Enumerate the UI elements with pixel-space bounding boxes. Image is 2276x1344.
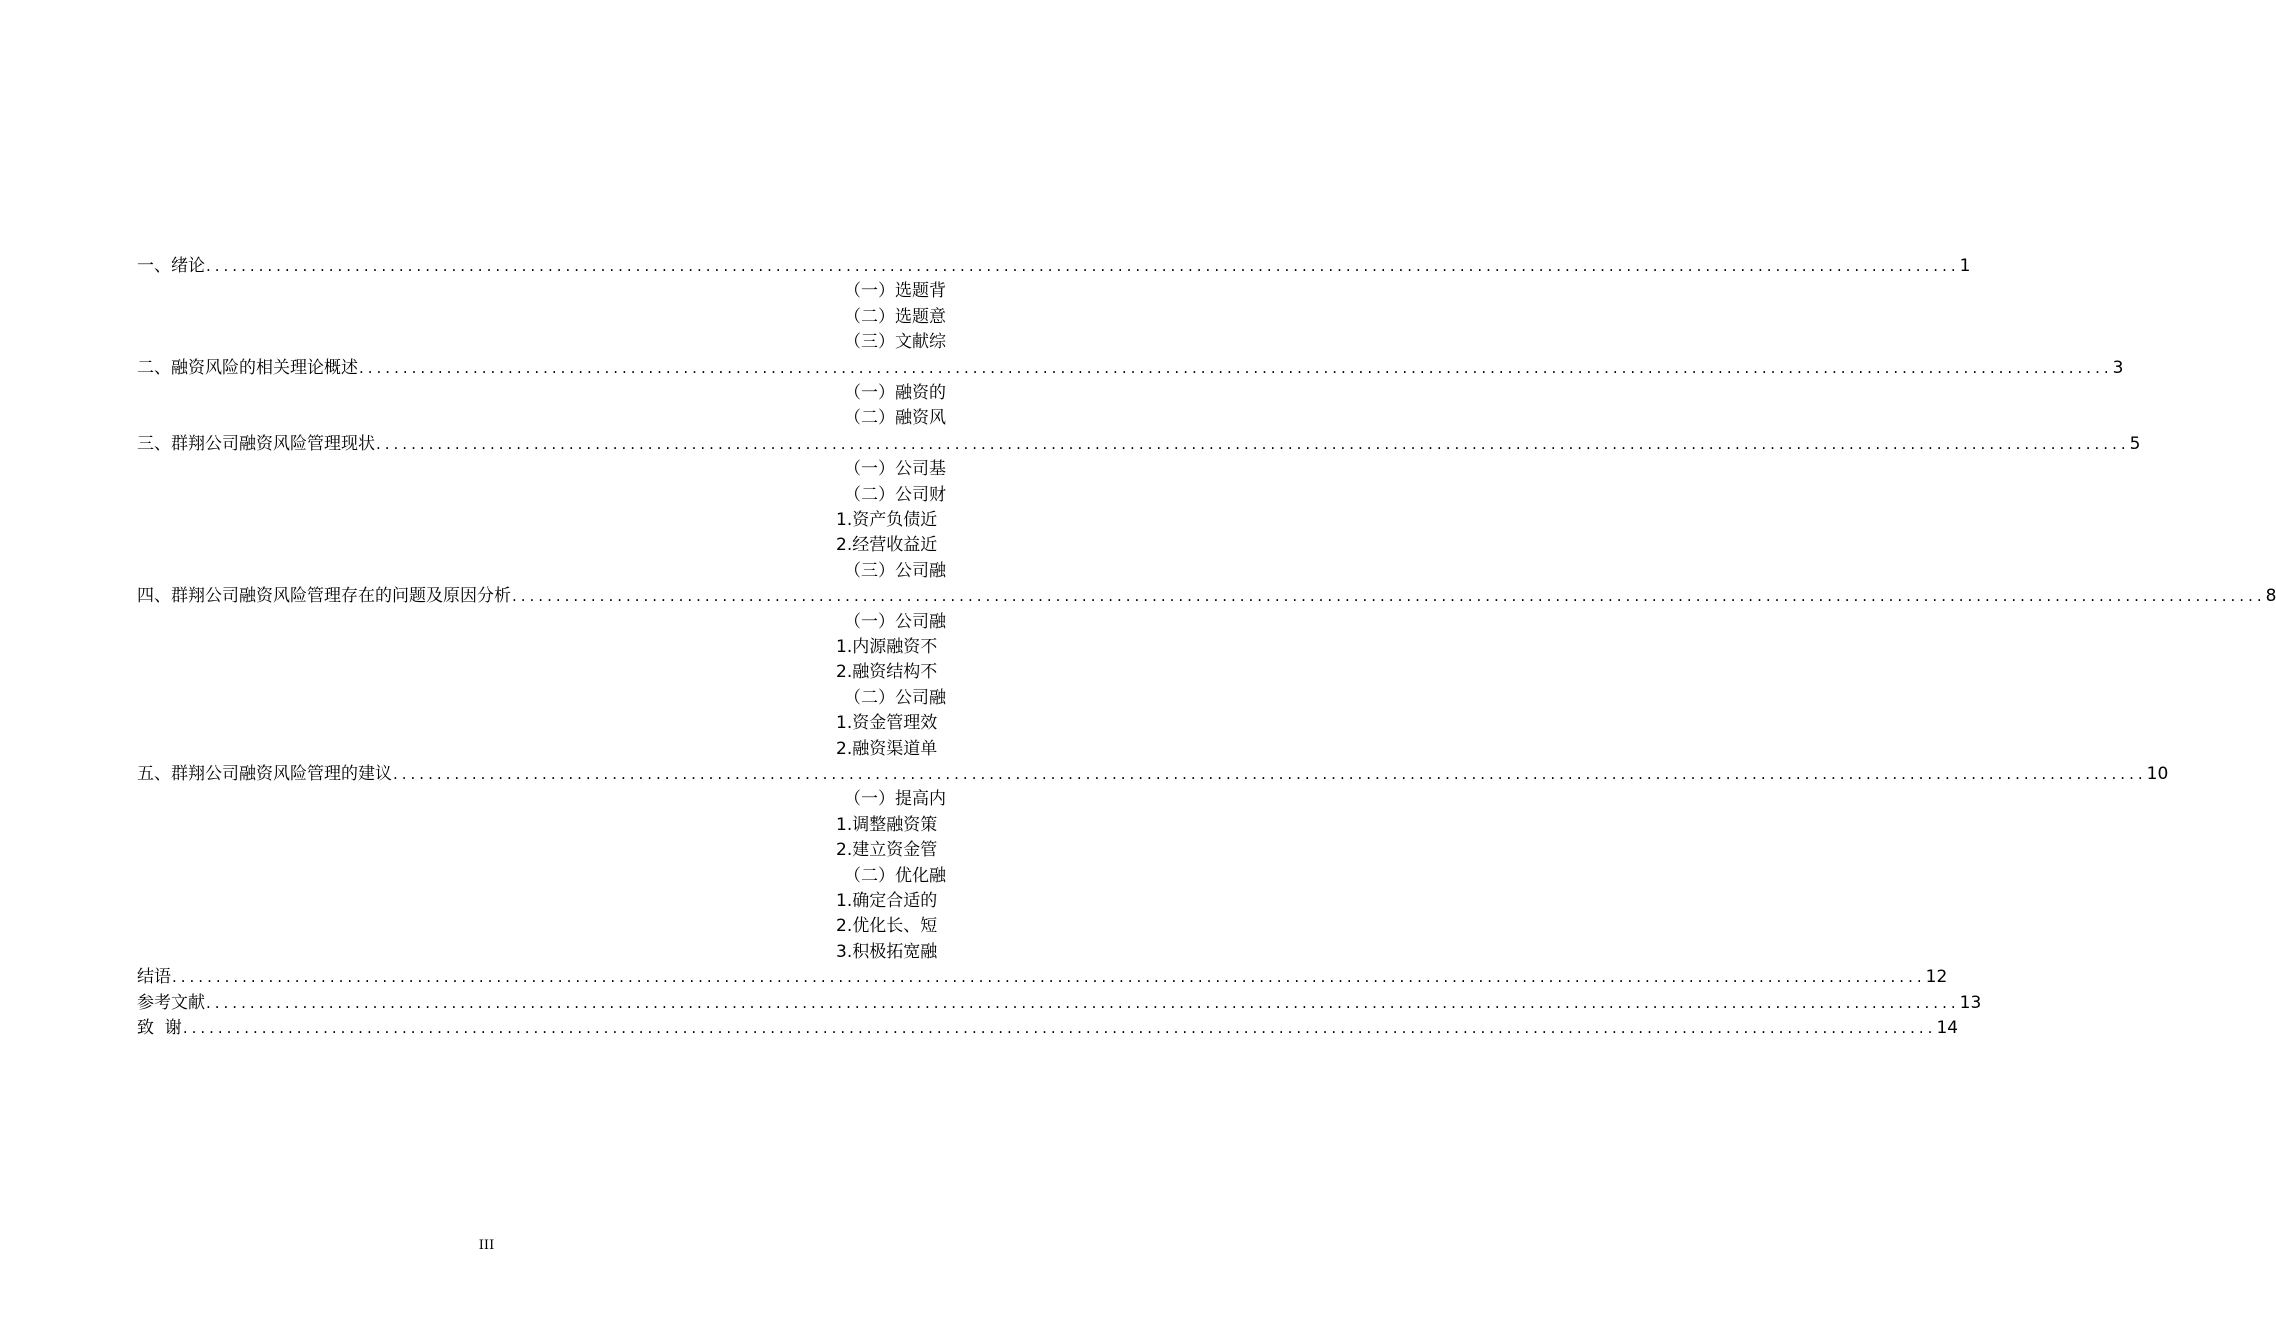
toc-main-entry[interactable] [137, 355, 2124, 381]
toc-main-entry[interactable] [137, 761, 2169, 787]
toc-row [0, 761, 2169, 787]
toc-sub-entry[interactable]: （一）公司融 [844, 611, 946, 632]
toc-row [0, 431, 2141, 457]
toc-sub-entry[interactable]: （一）选题背 [844, 281, 946, 302]
toc-sub-entry[interactable]: （二）优化融 [844, 865, 946, 886]
toc-page-number: 10 [2146, 764, 2169, 784]
toc-item-entry[interactable]: 1.资金管理效 [836, 713, 938, 734]
toc-sub-entry[interactable]: （二）选题意 [844, 306, 946, 327]
toc-row [0, 736, 950, 762]
toc-item-entry[interactable]: 3.积极拓宽融 [836, 941, 938, 962]
toc-item-entry[interactable]: 1.内源融资不 [836, 637, 938, 657]
toc-row [0, 913, 950, 939]
toc-row [0, 304, 950, 330]
toc-dot-leader: ........................................................................................................................................................................................................ [376, 434, 2130, 453]
toc-row [0, 609, 950, 635]
toc-row [0, 710, 950, 736]
toc-page-number: 14 [1936, 1018, 1959, 1038]
toc-entry-title: 二、融资风险的相关理论概述 [137, 357, 358, 378]
toc-dot-leader: ........................................................................................................................................................................................................ [359, 358, 2113, 377]
page-number-footer: III [478, 1238, 495, 1253]
toc-row [0, 990, 1982, 1016]
toc-item-entry[interactable]: 1.资产负债近 [836, 510, 938, 530]
toc-page-number: 5 [2129, 433, 2141, 454]
toc-item-entry[interactable]: 2.融资结构不 [836, 662, 938, 683]
toc-entry-title: 致 谢 [137, 1018, 182, 1038]
toc-entry-title: 一、绪论 [137, 256, 205, 276]
toc-dot-leader: ........................................................................................................................................................................................................ [206, 257, 1960, 275]
toc-item-entry[interactable]: 2.优化长、短 [836, 916, 938, 937]
toc-row [0, 888, 950, 914]
toc-row [0, 380, 950, 406]
toc-main-entry[interactable] [137, 431, 2141, 457]
toc-row [0, 837, 950, 863]
toc-row [0, 355, 2124, 381]
toc-row [0, 405, 950, 431]
toc-dot-leader: ........................................................................................................................................................................................................ [172, 968, 1926, 987]
toc-row [0, 634, 950, 660]
toc-item-entry[interactable]: 1.调整融资策 [836, 814, 938, 835]
toc-dot-leader: ........................................................................................................................................................................................................ [512, 587, 2266, 606]
toc-main-entry[interactable] [137, 583, 2276, 609]
toc-item-entry[interactable]: 2.经营收益近 [836, 535, 938, 556]
toc-page-number: 3 [2112, 357, 2124, 378]
toc-item-entry[interactable]: 2.建立资金管 [836, 840, 938, 861]
toc-row [0, 939, 950, 965]
toc-sub-entry[interactable]: （一）融资的 [844, 383, 946, 403]
toc-row [0, 812, 950, 838]
toc-row [0, 786, 950, 812]
toc-row [0, 685, 950, 711]
toc-main-entry[interactable] [137, 1015, 1959, 1041]
toc-row [0, 253, 1971, 279]
toc-main-entry[interactable] [137, 964, 1948, 990]
toc-page-number: 13 [1959, 992, 1982, 1013]
toc-item-entry[interactable]: 2.融资渠道单 [836, 738, 938, 759]
toc-row [0, 558, 950, 584]
toc-entry-title: 结语 [137, 967, 171, 988]
toc-page-number: 1 [1959, 256, 1971, 276]
toc-main-entry[interactable] [137, 253, 1971, 279]
toc-dot-leader: ........................................................................................................................................................................................................ [393, 765, 2147, 783]
toc-sub-entry[interactable]: （二）融资风 [844, 408, 946, 429]
toc-entry-title: 三、群翔公司融资风险管理现状 [137, 433, 375, 454]
toc-row [0, 507, 950, 533]
toc-sub-entry[interactable]: （一）公司基 [844, 459, 946, 480]
toc-row [0, 278, 950, 304]
toc-row [0, 964, 1948, 990]
toc-row [0, 532, 950, 558]
toc-sub-entry[interactable]: （一）提高内 [844, 789, 946, 810]
toc-main-entry[interactable] [137, 990, 1982, 1016]
toc-row [0, 659, 950, 685]
toc-row [0, 863, 950, 889]
toc-entry-title: 参考文献 [137, 992, 205, 1013]
toc-entry-title: 五、群翔公司融资风险管理的建议 [137, 764, 392, 784]
toc-page-number: 8 [2265, 586, 2276, 607]
toc-row [0, 456, 950, 482]
toc-item-entry[interactable]: 1.确定合适的 [836, 891, 938, 911]
toc-page-number: 12 [1925, 967, 1948, 988]
toc-row [0, 583, 2276, 609]
toc-dot-leader: ........................................................................................................................................................................................................ [182, 1019, 1937, 1037]
toc-row [0, 482, 950, 508]
toc-sub-entry[interactable]: （三）文献综 [844, 332, 946, 353]
toc-entry-title: 四、群翔公司融资风险管理存在的问题及原因分析 [137, 586, 511, 607]
toc-row [0, 329, 950, 355]
toc-row [0, 1015, 1959, 1041]
toc-dot-leader: ........................................................................................................................................................................................................ [206, 993, 1960, 1012]
toc-sub-entry[interactable]: （二）公司财 [844, 484, 946, 505]
toc-sub-entry[interactable]: （三）公司融 [844, 560, 946, 581]
toc-sub-entry[interactable]: （二）公司融 [844, 687, 946, 708]
